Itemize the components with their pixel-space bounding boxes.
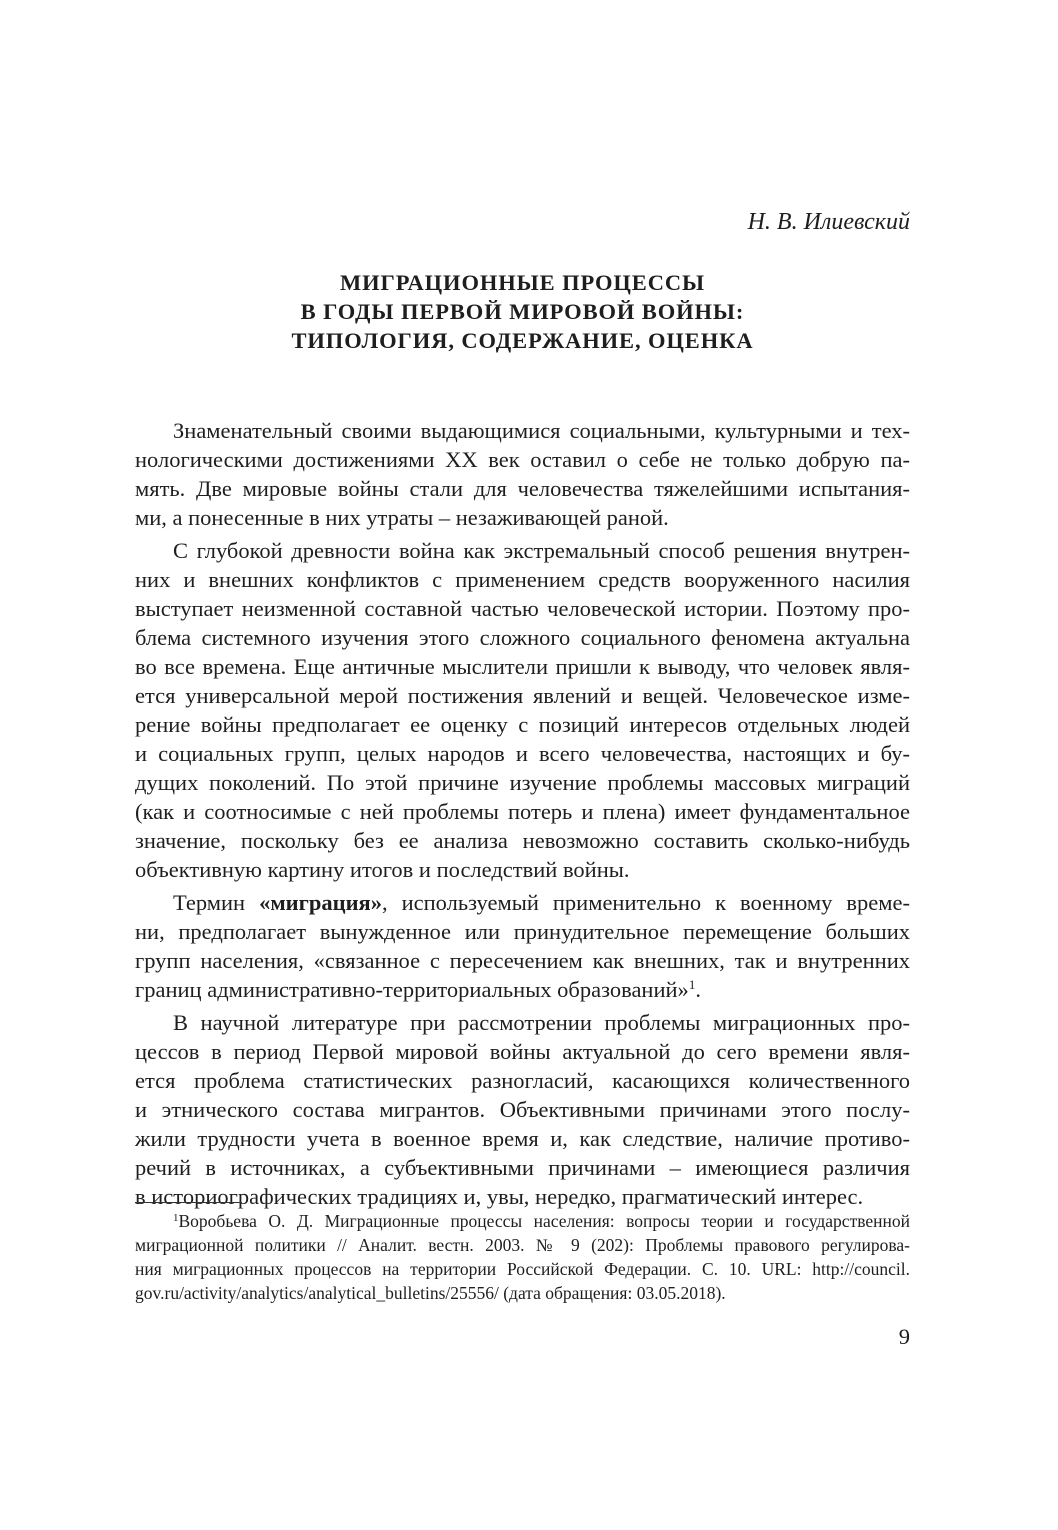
text-line: В научной литературе при рассмотрении проблемы миграционных про- xyxy=(173,1010,910,1035)
title-line: ТИПОЛОГИЯ, СОДЕРЖАНИЕ, ОЦЕНКА xyxy=(291,328,754,353)
text-line: в историографических традициях и, увы, нередко, прагматический интерес. xyxy=(135,1184,864,1209)
text-line: рение войны предполагает ее оценку с позиций интересов отдельных людей xyxy=(135,712,910,737)
text-line xyxy=(135,975,910,1004)
text-line: Знаменательный своими выдающимися социальными, культурными и тех- xyxy=(173,418,910,443)
footnote-number: 1 xyxy=(173,1212,179,1224)
paragraph-4 xyxy=(135,1008,910,1211)
book-page xyxy=(135,0,910,1530)
text-line: ется проблема статистических разногласий, касающихся количественного xyxy=(135,1068,910,1093)
text-line: (как и соотносимые с ней проблемы потерь и плена) имеет фундаментальное xyxy=(135,799,910,824)
article-body xyxy=(135,416,910,1215)
title-line: МИГРАЦИОННЫЕ ПРОЦЕССЫ xyxy=(339,270,705,295)
text-run: . xyxy=(695,977,701,1002)
title-line: В ГОДЫ ПЕРВОЙ МИРОВОЙ ВОЙНЫ: xyxy=(300,299,745,324)
text-line: объективную картину итогов и последствий войны. xyxy=(135,857,630,882)
text-run: границ административно-территориальных образований» xyxy=(135,977,689,1002)
term-migration: «миграция» xyxy=(259,890,382,915)
text-line: мять. Две мировые войны стали для человечества тяжелейшими испытания- xyxy=(135,476,910,501)
text-line: ется универсальной мерой постижения явлений и вещей. Человеческое изме- xyxy=(135,683,910,708)
text-line: блема системного изучения этого сложного социального феномена актуальна xyxy=(135,625,910,650)
text-run: Воробьева О. Д. Миграционные процессы населения: вопросы теории и государственной xyxy=(178,1211,910,1231)
text-line: выступает неизменной составной частью человеческой истории. Поэтому про- xyxy=(135,596,910,621)
text-run: , используемый применительно к военному време- xyxy=(381,890,910,915)
text-line: жили трудности учета в военное время и, как следствие, наличие противо- xyxy=(135,1126,910,1151)
text-line: и социальных групп, целых народов и всего человечества, настоящих и бу- xyxy=(135,741,910,766)
text-line: ни, предполагает вынужденное или принудительное перемещение больших xyxy=(135,919,910,944)
footnote-line: gov.ru/activity/analytics/analytical_bulletins/25556/ (дата обращения: 03.05.2018). xyxy=(135,1283,726,1303)
text-line: С глубокой древности война как экстремальный способ решения внутрен- xyxy=(173,538,910,563)
text-line: дущих поколений. По этой причине изучение проблемы массовых миграций xyxy=(135,770,910,795)
footnote-divider xyxy=(135,1202,242,1203)
paragraph-3 xyxy=(135,888,910,1004)
text-line: ми, а понесенные в них утраты – незаживающей раной. xyxy=(135,505,669,530)
text-line: них и внешних конфликтов с применением средств вооруженного насилия xyxy=(135,567,910,592)
footnote-line xyxy=(135,1209,910,1233)
text-line: групп населения, «связанное с пересечением как внешних, так и внутренних xyxy=(135,948,910,973)
text-line: значение, поскольку без ее анализа невозможно составить сколько-нибудь xyxy=(135,828,910,853)
text-line: во все времена. Еще античные мыслители пришли к выводу, что человек явля- xyxy=(135,654,910,679)
author-name: Н. В. Илиевский xyxy=(747,209,910,235)
paragraph-1 xyxy=(135,416,910,532)
footnote xyxy=(135,1209,910,1305)
paragraph-2 xyxy=(135,536,910,884)
page-number: 9 xyxy=(898,1324,910,1349)
text-line: цессов в период Первой мировой войны актуальной до сего времени явля- xyxy=(135,1039,910,1064)
footnote-reference[interactable]: 1 xyxy=(688,977,696,992)
article-title xyxy=(135,268,910,355)
text-line: нологическими достижениями XX век оставил о себе не только добрую па- xyxy=(135,447,910,472)
footnote-line: ния миграционных процессов на территории Российской Федерации. С. 10. URL: http://council. xyxy=(135,1259,910,1279)
text-line xyxy=(135,888,910,917)
text-line: и этнического состава мигрантов. Объективными причинами этого послу- xyxy=(135,1097,910,1122)
text-line: речий в источниках, а субъективными причинами – имеющиеся различия xyxy=(135,1155,910,1180)
footnote-line: миграционной политики // Аналит. вестн. 2003. № 9 (202): Проблемы правового регулирова- xyxy=(135,1235,910,1255)
text-run: Термин xyxy=(173,890,260,915)
